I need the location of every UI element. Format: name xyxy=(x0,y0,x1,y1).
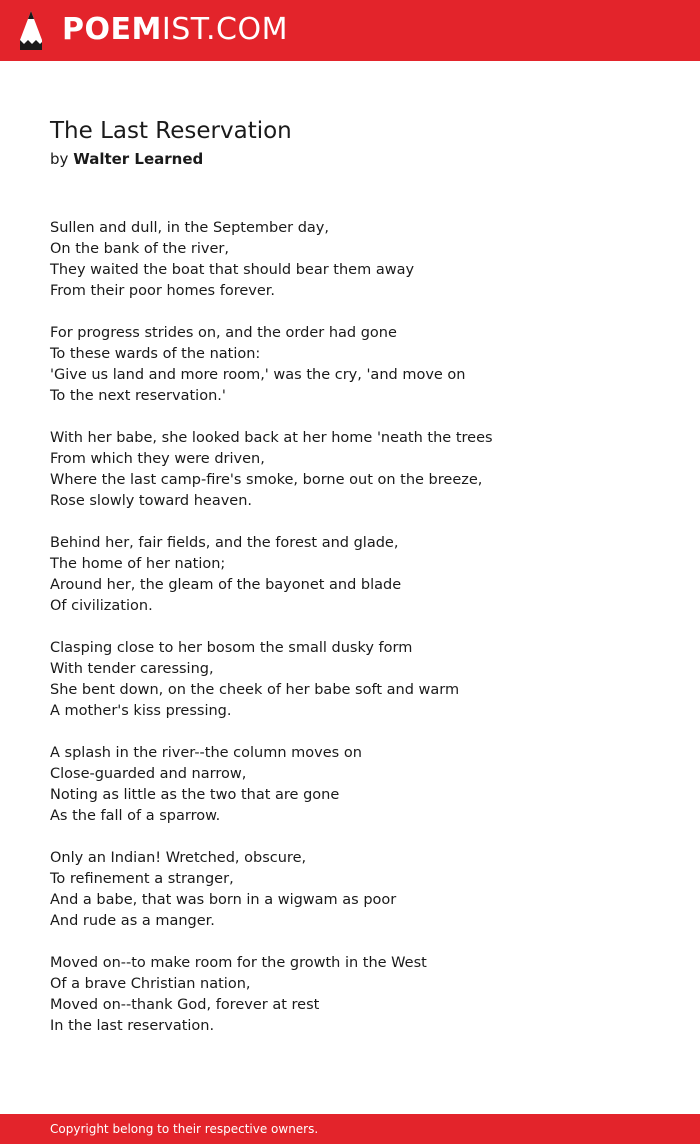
poem-line: With tender caressing, xyxy=(50,661,214,677)
poem-line: Behind her, fair fields, and the forest and glade, xyxy=(50,535,399,551)
poem-line: To refinement a stranger, xyxy=(50,871,234,887)
poem-stanza xyxy=(50,323,650,407)
logo-text-light: IST.COM xyxy=(161,12,288,47)
poem-line: Clasping close to her bosom the small dusky form xyxy=(50,640,413,656)
poem-stanza xyxy=(50,218,650,302)
poem-line: On the bank of the river, xyxy=(50,241,229,257)
poem-line: Rose slowly toward heaven. xyxy=(50,493,253,509)
site-header xyxy=(0,0,700,61)
poem-stanza xyxy=(50,743,650,827)
poem-line: She bent down, on the cheek of her babe soft and warm xyxy=(50,682,460,698)
poem-line: And a babe, that was born in a wigwam as poor xyxy=(50,892,397,908)
poem-line: In the last reservation. xyxy=(50,1018,215,1034)
poem-line: Noting as little as the two that are gone xyxy=(50,787,340,803)
poem-line: From their poor homes forever. xyxy=(50,283,275,299)
copyright-notice: Copyright belong to their respective owners. xyxy=(50,1122,319,1136)
poem-body xyxy=(50,218,650,1058)
poem-line: Where the last camp-fire's smoke, borne out on the breeze, xyxy=(50,472,483,488)
poem-line: With her babe, she looked back at her home 'neath the trees xyxy=(50,430,493,446)
poem-line: Moved on--to make room for the growth in the West xyxy=(50,955,427,971)
poem-line: Only an Indian! Wretched, obscure, xyxy=(50,850,307,866)
poem-line: The home of her nation; xyxy=(50,556,226,572)
poem-line: They waited the boat that should bear them away xyxy=(50,262,415,278)
poem-stanza xyxy=(50,533,650,617)
poem-stanza xyxy=(50,428,650,512)
poem-line: Moved on--thank God, forever at rest xyxy=(50,997,320,1013)
site-logo[interactable] xyxy=(62,13,288,47)
poem-line: 'Give us land and more room,' was the cry, 'and move on xyxy=(50,367,466,383)
poem-line: A mother's kiss pressing. xyxy=(50,703,232,719)
poem-stanza xyxy=(50,848,650,932)
poem-stanza xyxy=(50,953,650,1037)
poem-line: Sullen and dull, in the September day, xyxy=(50,220,329,236)
pencil-tip-icon[interactable] xyxy=(18,10,44,52)
poem-line: From which they were driven, xyxy=(50,451,265,467)
logo-text-strong: POEM xyxy=(62,12,162,47)
poem-line: Close-guarded and narrow, xyxy=(50,766,247,782)
author-name: Walter Learned xyxy=(73,150,204,168)
poem-line: To the next reservation.' xyxy=(50,388,226,404)
poem-line: For progress strides on, and the order had gone xyxy=(50,325,397,341)
byline xyxy=(50,149,203,169)
poem-line: Of civilization. xyxy=(50,598,153,614)
poem-line: A splash in the river--the column moves on xyxy=(50,745,362,761)
poem-line: And rude as a manger. xyxy=(50,913,215,929)
site-footer xyxy=(0,1114,700,1144)
poem-line: Around her, the gleam of the bayonet and blade xyxy=(50,577,402,593)
poem-line: To these wards of the nation: xyxy=(50,346,261,362)
poem-stanza xyxy=(50,638,650,722)
poem-line: Of a brave Christian nation, xyxy=(50,976,251,992)
poem-title: The Last Reservation xyxy=(50,118,292,144)
by-label: by xyxy=(50,150,69,168)
poem-line: As the fall of a sparrow. xyxy=(50,808,221,824)
